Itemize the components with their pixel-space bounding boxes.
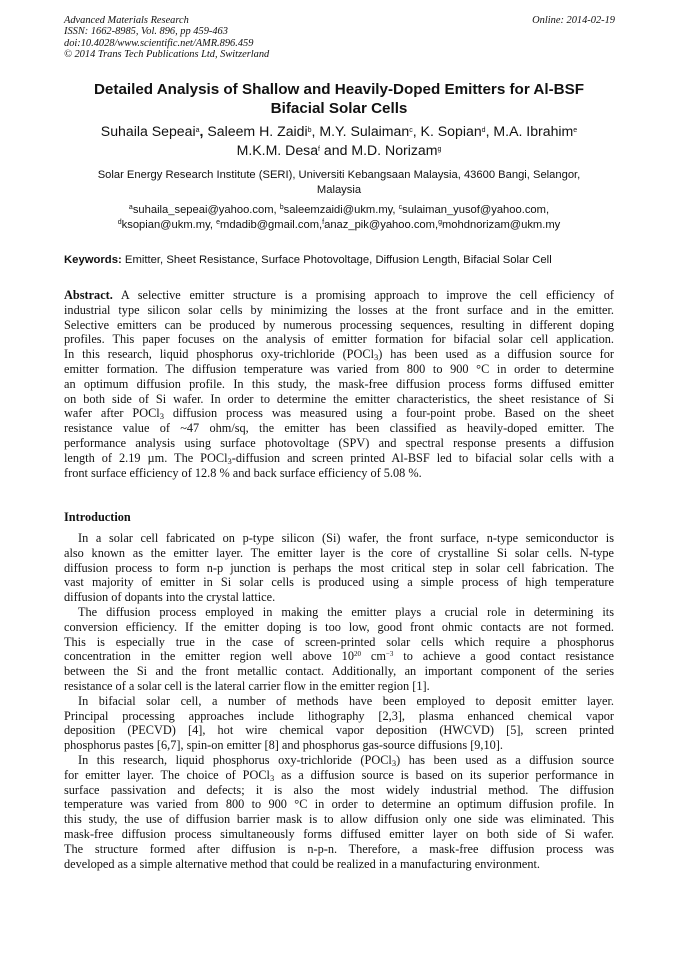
body-text: cm (360, 649, 386, 664)
abstract-line (64, 451, 614, 466)
email: ksopian@ukm.my, (121, 218, 217, 231)
abstract-text: diffusion process was measured using a four-point probe. Based on the sheet (163, 406, 614, 421)
superscript: 20 (353, 650, 361, 659)
affiliation-line-2: Malaysia (316, 183, 362, 196)
body-line: between the Si and the front metallic contact. Additionally, an important component of the series (64, 664, 614, 679)
email-mark: d (117, 218, 122, 226)
body-line: phosphorus pastes [6,7], spin-on emitter [8] and phosphorus gas-source diffusions [9,10]. (64, 738, 503, 753)
body-line: conversion efficiency. If the emitter doping is too low, good front ohmic contacts are not formed. (64, 619, 614, 634)
abstract-text: A selective emitter structure is a promising approach to improve the cell efficiency of (112, 288, 614, 302)
emails-line-2 (40, 218, 638, 233)
email: suhaila_sepeai@yahoo.com, (132, 204, 280, 216)
email-mark: c (398, 204, 403, 211)
abstract-line: Selective emitters can be produced by numerous processing sequences, resulting in different doping (64, 317, 614, 332)
author-affil-mark: a (195, 127, 200, 134)
body-line: The diffusion process employed in making the emitter plays a crucial role in determining its (78, 604, 614, 619)
body-line: Principal processing approaches include lithography [2,3], plasma enhanced chemical vapor (64, 708, 614, 723)
subscript: 3 (269, 772, 275, 783)
body-text: to achieve a good contact resistance (393, 649, 614, 664)
email: anaz_pik@yahoo.com, (324, 218, 439, 231)
author-affil-mark: c (409, 127, 413, 134)
body-line: deposition (PECVD) [4], hot wire chemical vapor deposition (HWCVD) [5], screen printed (64, 723, 614, 738)
affiliation (56, 168, 622, 197)
author-name: and M.D. Norizam (320, 141, 438, 158)
abstract (64, 288, 614, 480)
abstract-line: emitter formation. The diffusion temperature was varied from 800 to 900 °C in order to determine (64, 361, 614, 376)
body-text: In this research, liquid phosphorus oxy-trichloride (POCl (78, 752, 392, 767)
body-line: also known as the emitter layer. The emitter layer is the core of crystalline Si solar cells. N-type (64, 545, 614, 560)
body-line: diffusion of dopants into the crystal lattice. (64, 590, 276, 605)
body-line: developed as a simple alternative method that could be realized in a manufacturing environment. (64, 856, 540, 871)
author-emails (40, 203, 638, 232)
author-name: , M.Y. Sulaiman (311, 123, 410, 139)
author-name: M.K.M. Desa (236, 141, 319, 158)
email-mark: b (279, 204, 284, 211)
journal-header (64, 15, 269, 60)
body-line (64, 768, 614, 783)
paper-title (40, 80, 638, 118)
author-name: Suhaila Sepeai (100, 123, 196, 139)
body-line: vast majority of emitter in Si solar cells is produced using a simple process of high temperature (64, 575, 614, 590)
online-date: Online: 2014-02-19 (532, 15, 615, 26)
body-line: diffusion process to form n-p junction is perhaps the most critical step in solar cell fabrication. The (64, 560, 614, 575)
body-line: resistance of a solar cell is the lateral carrier flow in the emitter region [1]. (64, 678, 430, 693)
author-name: , M.A. Ibrahim (485, 123, 574, 139)
email: sulaiman_yusof@yahoo.com, (402, 204, 550, 216)
body-text: for emitter layer. The choice of POCl (64, 767, 270, 782)
abstract-text: -diffusion and screen printed Al-BSF led to bifacial solar cells with a (231, 450, 614, 465)
authors-line-1 (40, 122, 638, 141)
abstract-text: length of 2.19 µm. The POCl (64, 450, 228, 465)
introduction-body (64, 531, 614, 871)
copyright: © 2014 Trans Tech Publications Ltd, Switzerland (64, 48, 270, 60)
abstract-line (64, 406, 614, 421)
section-heading-introduction: Introduction (64, 510, 131, 524)
body-line: In bifacial solar cell, a number of methods have been employed to deposit emitter layer. (78, 693, 614, 708)
body-line: temperature was varied from 800 to 900 °C in order to determine an optimum diffusion profile. In (64, 797, 614, 812)
body-line: mask-free diffusion process simultaneously forms diffused emitter layer on both side of Si wafer. (64, 826, 614, 841)
authors-line-2 (40, 141, 638, 160)
abstract-line (64, 288, 614, 303)
subscript: 3 (391, 757, 397, 768)
body-text: concentration in the emitter region well above 10 (64, 649, 354, 664)
abstract-text: In this research, liquid phosphorus oxy-trichloride (POCl (64, 347, 375, 362)
email: mdadib@gmail.com, (220, 218, 323, 231)
abstract-line: industrial type silicon solar cells by minimizing the losses at the front surface and in the emitter. (64, 302, 614, 317)
author-name: Saleem H. Zaidi (203, 123, 308, 139)
journal-name: Advanced Materials Research (64, 15, 189, 26)
body-line: This is especially true in the case of screen-printed solar cells which require a phosphorus (64, 634, 614, 649)
body-line (64, 753, 614, 768)
title-line-2: Bifacial Solar Cells (270, 100, 408, 117)
body-line: The structure formed after diffusion is n-p-n. Therefore, a mask-free diffusion process was (64, 841, 614, 856)
body-line: In a solar cell fabricated on p-type silicon (Si) wafer, the front surface, n-type semiconductor is (78, 531, 614, 545)
keywords-label: Keywords: (64, 254, 122, 266)
keywords-text: Emitter, Sheet Resistance, Surface Photovoltage, Diffusion Length, Bifacial Solar Cell (121, 254, 552, 266)
author-affil-mark: f (318, 145, 320, 153)
emails-line-1 (40, 203, 638, 218)
abstract-line: profiles. This paper focuses on the analysis of emitter formation for bifacial solar cell application. (64, 332, 614, 347)
abstract-line: front surface efficiency of 12.8 % and back surface efficiency of 5.08 %. (64, 465, 422, 480)
abstract-line: an optimum diffusion profile. In this study, the mask-free diffusion process forms diffused emitter (64, 376, 614, 391)
body-line (64, 649, 614, 664)
keywords (64, 253, 624, 267)
email-mark: e (216, 218, 220, 226)
subscript: 3 (374, 352, 379, 363)
body-line: surface passivation and defects; it is also the most widely industrial method. The diffusion (64, 782, 614, 797)
abstract-line (64, 347, 614, 362)
author-affil-mark: e (573, 127, 578, 134)
issn: ISSN: 1662-8985, Vol. 896, pp 459-463 (64, 26, 228, 38)
author-list (40, 122, 638, 159)
email-mark: a (128, 204, 133, 211)
body-line: this study, the use of diffusion barrier mask is to allow diffusion only one side was eliminated. This (64, 812, 614, 827)
subscript: 3 (159, 411, 164, 422)
subscript: 3 (227, 455, 232, 466)
email: saleemzaidi@ukm.my, (283, 204, 399, 216)
affiliation-line-1: Solar Energy Research Institute (SERI), Universiti Kebangsaan Malaysia, 43600 Bangi, Selangor, (97, 169, 581, 181)
title-line-1: Detailed Analysis of Shallow and Heavily-Doped Emitters for Al-BSF (93, 81, 585, 98)
body-text: ) has been used as a diffusion source (396, 752, 615, 767)
abstract-label: Abstract. (64, 288, 113, 302)
body-text: as a diffusion source is based on its superior performance in (274, 767, 614, 782)
author-affil-mark: b (307, 127, 312, 134)
author-affil-mark: g (437, 145, 442, 153)
doi: doi:10.4028/www.scientific.net/AMR.896.459 (64, 37, 254, 49)
abstract-text: ) has been used as a diffusion source for (378, 347, 614, 362)
email: mohdnorizam@ukm.my (441, 218, 561, 231)
superscript: −3 (385, 650, 394, 659)
email-mark: g (438, 218, 442, 226)
abstract-line: resistance value of ~47 ohm/sq, the emitter has been classified as heavily-doped emitter. The (64, 421, 614, 436)
abstract-line: on both side of Si wafer. In order to determine the emitter characteristics, the sheet resistance of Si (64, 391, 614, 406)
email-mark: f (322, 218, 325, 226)
author-affil-mark: d (481, 127, 486, 134)
abstract-line: performance analysis using surface photovoltage (SPV) and spectral response presents a diffusion (64, 435, 614, 450)
author-separator: , (199, 123, 204, 139)
author-name: , K. Sopian (412, 123, 482, 139)
abstract-text: wafer after POCl (64, 406, 160, 421)
